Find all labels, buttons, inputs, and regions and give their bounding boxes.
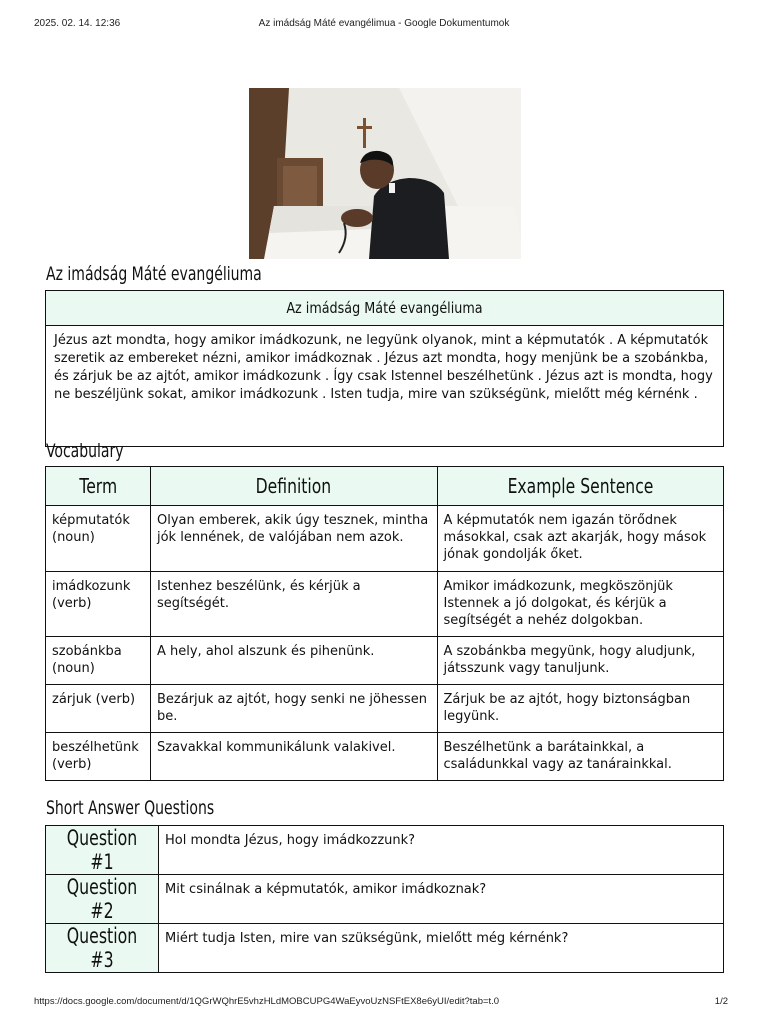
- main-heading: Az imádság Máté evangéliuma: [46, 263, 262, 285]
- question-label: Question #2: [66, 875, 138, 923]
- definition-cell: Olyan emberek, akik úgy tesznek, mintha jók lennének, de valójában nem azok.: [150, 506, 437, 572]
- question-label: Question #1: [66, 826, 138, 874]
- header-definition: [150, 467, 437, 506]
- question-label-cell: [46, 924, 159, 973]
- table-row: [46, 637, 724, 685]
- definition-cell: A hely, ahol alszunk és pihenünk.: [150, 637, 437, 685]
- short-answer-table: [45, 825, 724, 973]
- question-row: [46, 924, 724, 973]
- intro-table: [45, 290, 724, 447]
- definition-cell: Bezárjuk az ajtót, hogy senki ne jöhessen be.: [150, 685, 437, 733]
- example-cell: A képmutatók nem igazán törődnek másokkal, csak azt akarják, hogy mások jónak gondolják őket.: [437, 506, 724, 572]
- term-cell: beszélhetünk (verb): [46, 733, 151, 781]
- photo-illustration: [249, 88, 521, 259]
- example-cell: Zárjuk be az ajtót, hogy biztonságban legyünk.: [437, 685, 724, 733]
- vocabulary-heading: Vocabulary: [46, 440, 124, 462]
- header-example: [437, 467, 724, 506]
- definition-cell: Istenhez beszélünk, és kérjük a segítségét.: [150, 572, 437, 637]
- example-cell: Beszélhetünk a barátainkkal, a családunkkal vagy az tanárainkkal.: [437, 733, 724, 781]
- short-answer-heading: Short Answer Questions: [46, 797, 215, 819]
- intro-title-cell: [46, 291, 724, 326]
- definition-cell: Szavakkal kommunikálunk valakivel.: [150, 733, 437, 781]
- table-row: [46, 685, 724, 733]
- example-cell: A szobánkba megyünk, hogy aludjunk, játsszunk vagy tanuljunk.: [437, 637, 724, 685]
- print-header: [34, 18, 734, 32]
- term-cell: zárjuk (verb): [46, 685, 151, 733]
- question-row: [46, 875, 724, 924]
- question-label-cell: [46, 826, 159, 875]
- print-doc-title: Az imádság Máté evangélimua - Google Dokumentumok: [258, 18, 510, 29]
- print-date: 2025. 02. 14. 12:36: [34, 18, 121, 29]
- question-label: Question #3: [66, 924, 138, 972]
- intro-text: Jézus azt mondta, hogy amikor imádkozunk, ne legyünk olyanok, mint a képmutatók . A képmutatók szeretik az embereket nézni, amikor imádkoznak . Jézus azt mondta, hogy menjünk be a szobánkba, és zárjuk be az ajtót, amikor imádkozunk . Így csak Istennel beszélhetünk . Jézus azt is mondta, hogy ne beszéljünk sokat, amikor imádkozunk . Isten tudja, mire van szükségünk, mielőtt még kérnénk .: [46, 326, 724, 447]
- example-cell: Amikor imádkozunk, megköszönjük Istennek a jó dolgokat, és kérjük a segítségét a nehéz dolgokban.: [437, 572, 724, 637]
- print-url[interactable]: https://docs.google.com/document/d/1QGrWQhrE5vhzHLdMOBCUPG4WaEyvoUzNSFtEX8e6yUI/edit?tab=t.0: [34, 996, 500, 1007]
- question-row: [46, 826, 724, 875]
- print-footer: [34, 996, 734, 1010]
- vocabulary-table: [45, 466, 724, 781]
- question-text: Miért tudja Isten, mire van szükségünk, mielőtt még kérnénk?: [159, 924, 724, 973]
- table-row: [46, 506, 724, 572]
- term-cell: képmutatók (noun): [46, 506, 151, 572]
- question-text: Mit csinálnak a képmutatók, amikor imádkoznak?: [159, 875, 724, 924]
- term-cell: imádkozunk (verb): [46, 572, 151, 637]
- term-cell: szobánkba (noun): [46, 637, 151, 685]
- vocabulary-header-row: [46, 467, 724, 506]
- question-text: Hol mondta Jézus, hogy imádkozzunk?: [159, 826, 724, 875]
- page-number: 1/2: [714, 996, 728, 1007]
- header-term-label: Term: [79, 474, 117, 498]
- header-term: [46, 467, 151, 506]
- intro-title: Az imádság Máté evangéliuma: [286, 299, 483, 317]
- header-example-label: Example Sentence: [507, 474, 654, 498]
- table-row: [46, 733, 724, 781]
- praying-man-photo: [249, 88, 521, 259]
- table-row: [46, 572, 724, 637]
- header-definition-label: Definition: [255, 474, 332, 498]
- question-label-cell: [46, 875, 159, 924]
